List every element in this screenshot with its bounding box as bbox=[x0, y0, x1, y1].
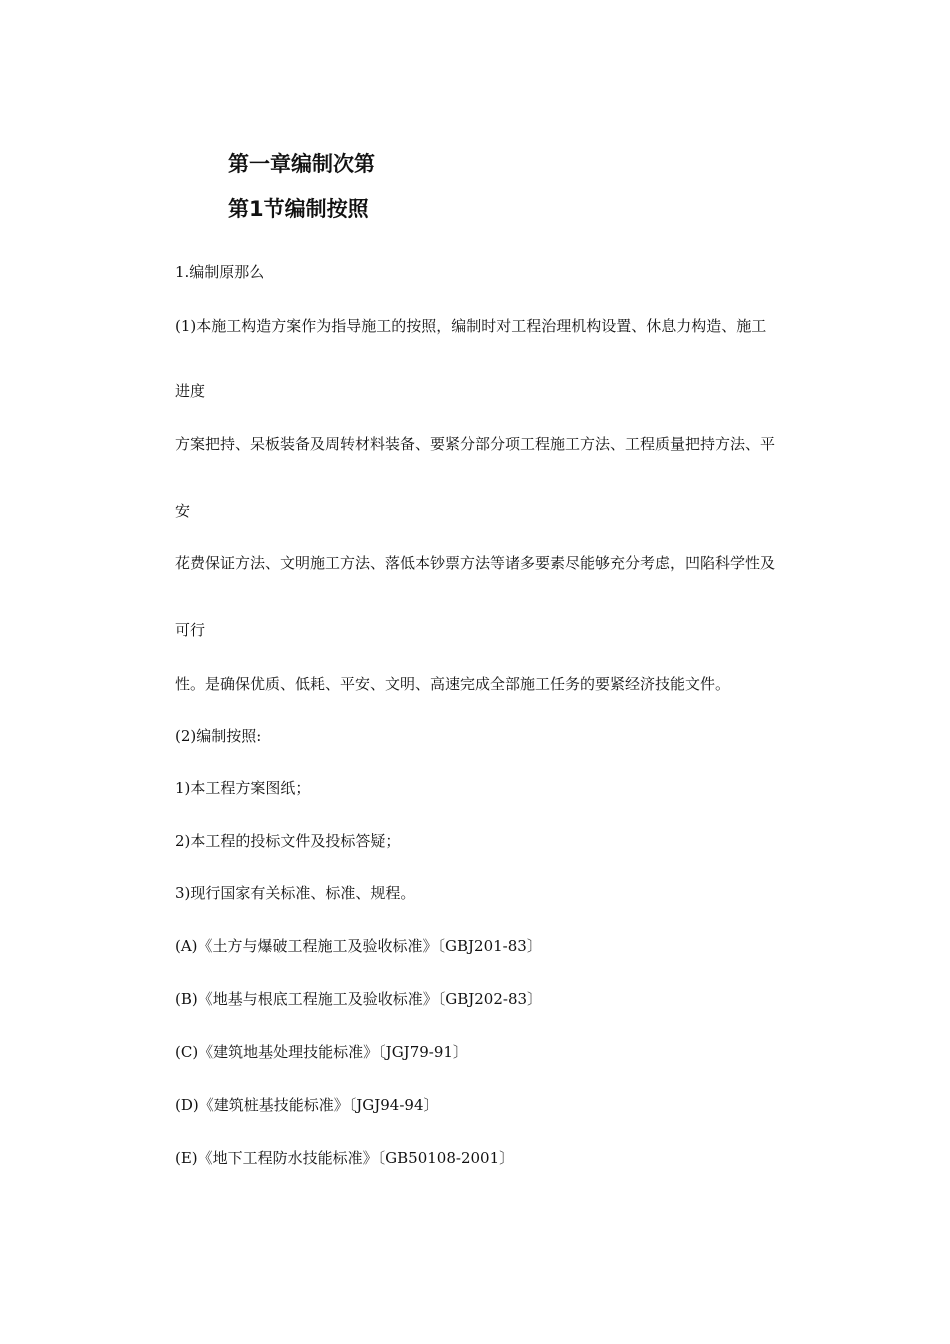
paragraph-line: 1.编制原那么 bbox=[175, 263, 265, 281]
paragraph-line: 花费保证方法、文明施工方法、落低本钞票方法等诸多要素尽能够充分考虑，凹陷科学性及 bbox=[175, 554, 776, 572]
paragraph-line: 进度 bbox=[175, 382, 206, 400]
reference-line: (A)《土方与爆破工程施工及验收标准》〔GBJ201-83〕 bbox=[175, 937, 542, 955]
paragraph-line: 3)现行国家有关标准、标准、规程。 bbox=[175, 884, 416, 902]
paragraph-line: 可行 bbox=[175, 621, 206, 639]
paragraph-line: (2)编制按照: bbox=[175, 727, 262, 745]
chapter-title: 第一章编制次第 bbox=[228, 152, 375, 176]
paragraph-line: 2)本工程的投标文件及投标答疑； bbox=[175, 832, 401, 850]
paragraph-line: 安 bbox=[175, 502, 191, 520]
section-title: 第1节编制按照 bbox=[228, 197, 369, 221]
reference-line: (E)《地下工程防水技能标准》〔GB50108-2001〕 bbox=[175, 1149, 515, 1167]
reference-line: (C)《建筑地基处理技能标准》〔JGJ79-91〕 bbox=[175, 1043, 468, 1061]
reference-line: (B)《地基与根底工程施工及验收标准》〔GBJ202-83〕 bbox=[175, 990, 543, 1008]
reference-line: (D)《建筑桩基技能标准》〔JGJ94-94〕 bbox=[175, 1096, 439, 1114]
paragraph-line: 方案把持、呆板装备及周转材料装备、要紧分部分项工程施工方法、工程质量把持方法、平 bbox=[175, 435, 776, 453]
paragraph-line: 1)本工程方案图纸； bbox=[175, 779, 311, 797]
paragraph-line: (1)本施工构造方案作为指导施工的按照，编制时对工程治理机构设置、休息力构造、施工 bbox=[175, 317, 767, 335]
paragraph-line: 性。是确保优质、低耗、平安、文明、高速完成全部施工任务的要紧经济技能文件。 bbox=[175, 675, 731, 693]
